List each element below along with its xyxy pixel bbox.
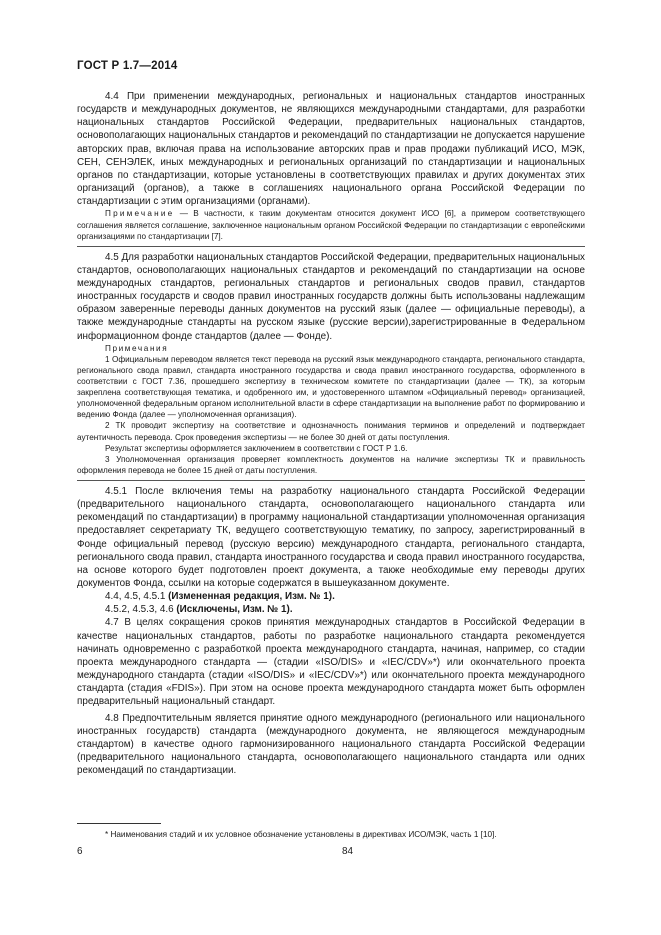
amendment-status: (Исключены, Изм. № 1). <box>176 604 293 616</box>
note-4-5-2: 2 ТК проводит экспертизу на соответствие и однозначность понимания терминов и определений и подтверждает аутентичность перевода. Срок проведения экспертизы — не более 30 дней от даты поступления. <box>77 421 585 442</box>
page-number-center: 84 <box>342 846 353 857</box>
note-label: Примечание <box>105 209 175 219</box>
separator-line <box>77 246 585 247</box>
note-4-4 <box>77 208 585 241</box>
separator-line <box>77 480 585 481</box>
note-text: — В частности, к таким документам относится документ ИСО [6], а примером соответствующего соглашения является соглашение, заключенное национальным органом Российской Федерации по стандартизации с европейскими организациями по стандартизации [7]. <box>77 209 585 241</box>
page-number-left: 6 <box>77 846 83 857</box>
amendment-status: (Измененная редакция, Изм. № 1). <box>168 591 335 603</box>
amendment-refs: 4.5.2, 4.5.3, 4.6 <box>105 604 177 616</box>
paragraph-4-5: 4.5 Для разработки национальных стандартов Российской Федерации, предварительных национальных стандартов, основополагающих национальных стандартов и рекомендаций по стандартизации на основе международных стандартов, региональных стандартов и региональных сводов правил, стандартов иностранных государств и сводов правил иностранных государств должны быть использованы надлежащим образом заверенные переводы данных документов на русский язык (далее — официальные переводы), а также международные стандарты на русском языке (русские версии),зарегистрированные в Федеральном информационном фонде стандартов (далее — Фонде). <box>77 251 585 342</box>
paragraph-4-7: 4.7 В целях сокращения сроков принятия международных стандартов в Российской Федерации в качестве национальных стандартов, работы по разработке национального стандарта рекомендуется начинать одновременно с разработкой проекта международного стандарта, начиная, например, со стадии проекта международного стандарта — (стадии «ISO/DIS» и «IEC/CDV»*) или окончательного проекта международного стандарта (стадии «ISO/DIS» и «IEC/CDV»*) или окончательного проекта международного стандарта (стадия «FDIS»). При этом на основе проекта международного стандарта может быть оформлен предварительный национальный стандарт. <box>77 617 585 708</box>
paragraph-4-5-1: 4.5.1 После включения темы на разработку национального стандарта Российской Федерации (предварительного национального стандарта, основополагающего национального стандарта или рекомендаций по стандартизации) в программу национальной стандартизации уполномоченная организация предоставляет секретариату ТК, ведущего соответствующую тематику, по запросу, зарегистрированный в Фонде официальный перевод (русскую версию) международного стандарта, регионального стандарта, регионального свода правил, стандарта иностранного государства и свода правил иностранного государства, на основе которого будет подготовлен проект документа, а также необходимые ему переводы других документов Фонда, ссылки на которые содержатся в вышеуказанном документе. <box>77 485 585 589</box>
footnote: * Наименования стадий и их условное обозначение установлены в директивах ИСО/МЭК, часть 1 [10]. <box>105 830 497 839</box>
footnote-rule <box>77 823 161 824</box>
note-4-5-3: 3 Уполномоченная организация проверяет комплектность документов на наличие экспертизы ТК и правильность оформления перевода не более 15 дней от даты поступления. <box>77 454 585 475</box>
paragraph-4-8: 4.8 Предпочтительным является принятие одного международного (регионального или национального иностранных государств) стандарта (международного документа, не являющегося международным стандартом) в качестве одного гармонизированного национального стандарта Российской Федерации (предварительного национального стандарта, основополагающего национального стандарта или одних рекомендаций по стандартизации. <box>77 712 585 777</box>
amendment-refs: 4.4, 4.5, 4.5.1 <box>105 591 169 603</box>
page-body <box>77 90 585 777</box>
notes-title: Примечания <box>105 343 169 353</box>
document-header: ГОСТ Р 1.7—2014 <box>77 60 178 72</box>
paragraph-4-4: 4.4 При применении международных, региональных и национальных стандартов иностранных государств и международных документов, не являющихся международными стандартами, для разработки национальных стандартов Российской Федерации, предварительных национальных стандартов, основополагающих национальных стандартов и рекомендаций по стандартизации не допускается нарушение авторских прав, включая права на использование авторских прав и прав продажи публикаций ИСО, МЭК, СЕН, СЕНЭЛЕК, иных международных и региональных организаций по стандартизации и национальных органов по стандартизации, которые установлены в соответствующих правилах и других документах этих организаций (органов), а также в соглашениях национального органа Российской Федерации по стандартизации с этим организациями (органами). <box>77 91 585 208</box>
amendment-note-2 <box>77 603 585 616</box>
amendment-note-1 <box>77 590 585 603</box>
note-4-5-1: 1 Официальным переводом является текст перевода на русский язык международного стандарта, регионального стандарта, регионального свода правил, стандарта иностранного государства и свода правил иностранного государства, оформленного в соответствии с ГОСТ 7.36, прошедшего экспертизу в техническом комитете по стандартизации (далее — ТК), за которым закреплена соответствующая тематика, и одобренного им, и удостоверенного штампом «Официальный перевод» организацией, уполномоченной федеральным органом исполнительной власти в сфере стандартизации на выполнение работ по формированию и ведению Фонда (далее — уполномоченная организация). <box>77 354 585 420</box>
note-4-5-2b: Результат экспертизы оформляется заключением в соответствии с ГОСТ Р 1.6. <box>105 443 408 453</box>
